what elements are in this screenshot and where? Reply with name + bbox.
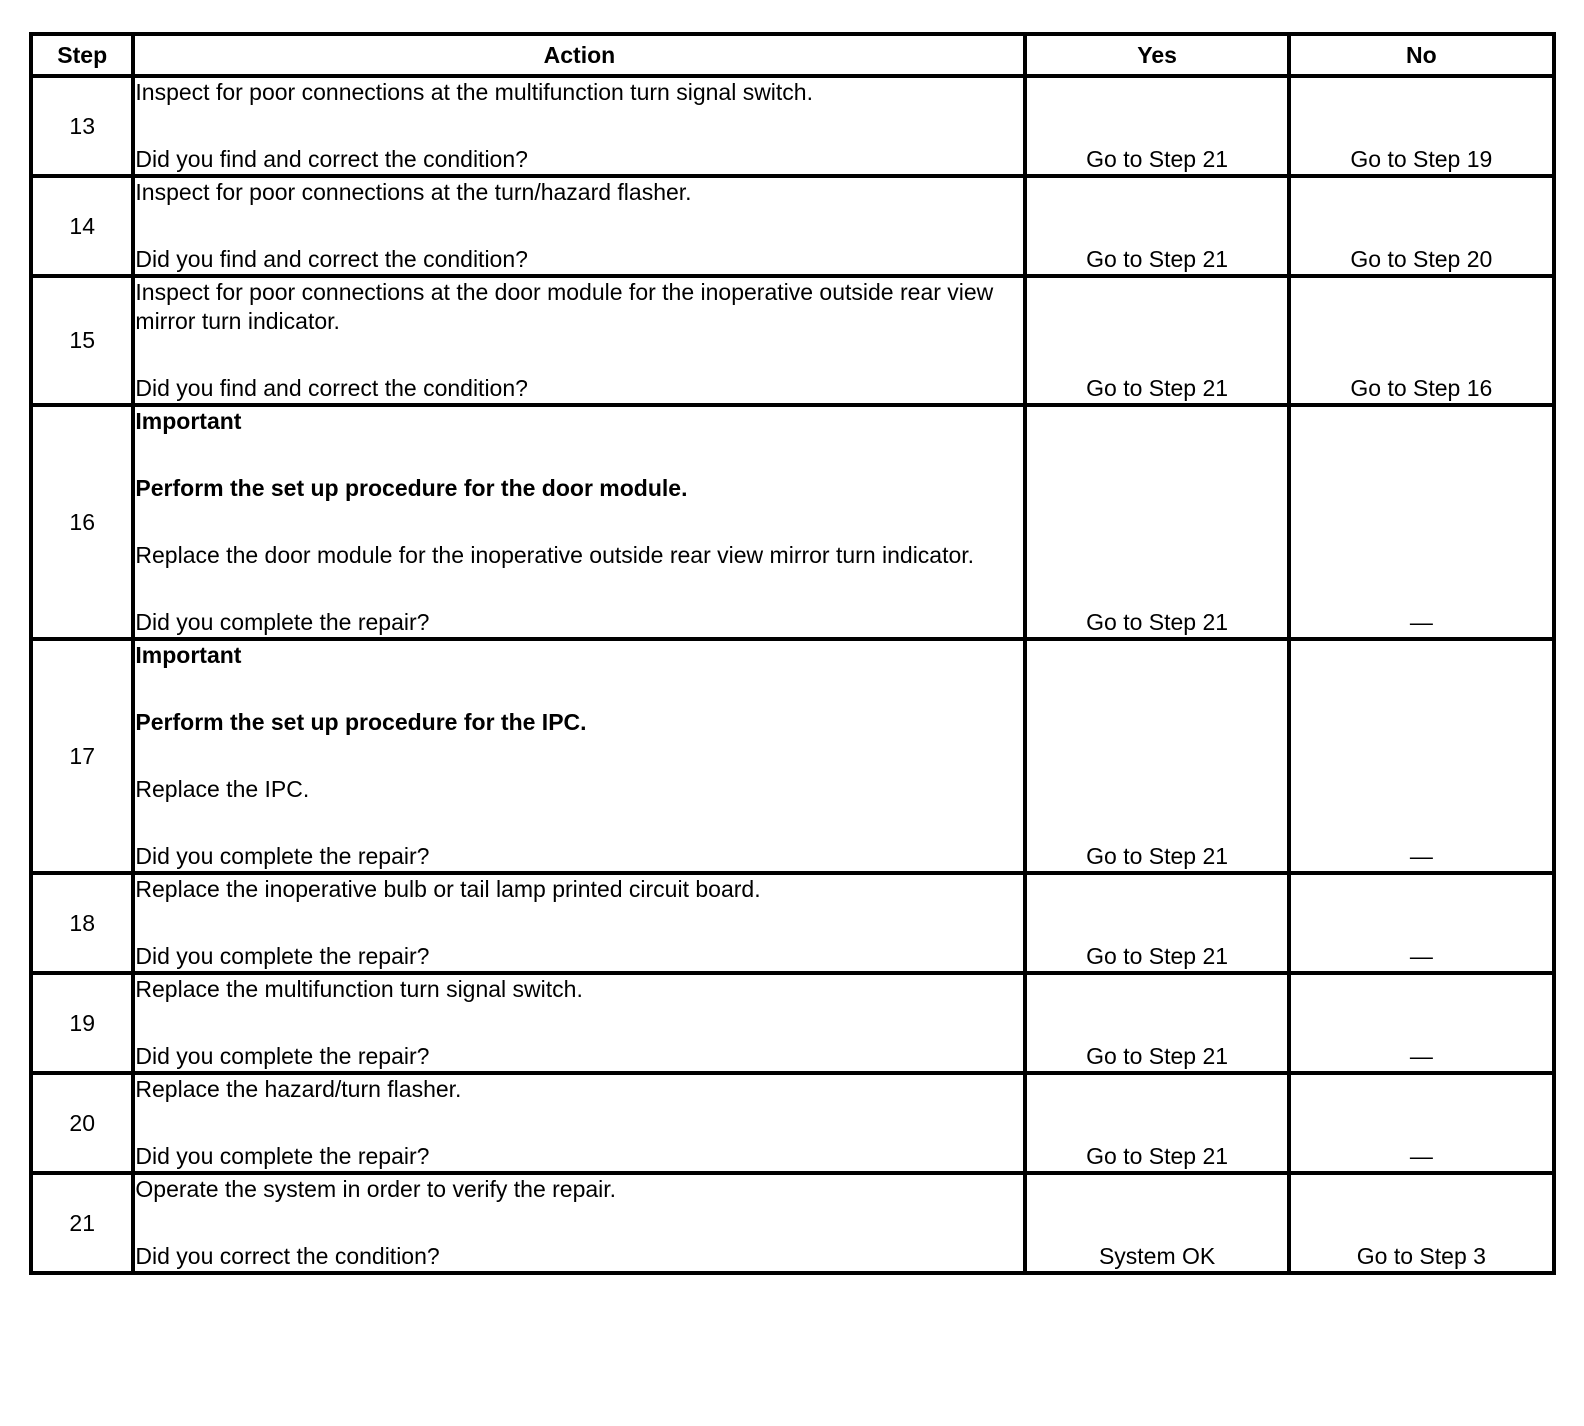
step-number: 13 [31, 76, 133, 176]
table-row [31, 1173, 1554, 1273]
diagnostic-table [29, 32, 1556, 1275]
step-number: 18 [31, 873, 133, 973]
paragraph-gap [135, 1104, 1023, 1142]
paragraph-gap [135, 737, 1023, 775]
no-result: Go to Step 19 [1289, 76, 1554, 176]
step-number: 16 [31, 405, 133, 639]
yes-result: System OK [1025, 1173, 1288, 1273]
no-result: Go to Step 20 [1289, 176, 1554, 276]
step-number: 17 [31, 639, 133, 873]
paragraph-gap [135, 904, 1023, 942]
action-text: Did you complete the repair? [135, 1143, 430, 1169]
paragraph-gap [135, 207, 1023, 245]
yes-result: Go to Step 21 [1025, 1073, 1288, 1173]
paragraph-gap [135, 336, 1023, 374]
action-important-text: Perform the set up procedure for the IPC. [135, 709, 587, 735]
action-text: Inspect for poor connections at the turn/hazard flasher. [135, 179, 692, 205]
action-important-text: Important [135, 642, 242, 668]
paragraph-gap [135, 570, 1023, 608]
no-result: Go to Step 3 [1289, 1173, 1554, 1273]
step-number: 21 [31, 1173, 133, 1273]
header-action: Action [133, 34, 1025, 76]
step-number: 19 [31, 973, 133, 1073]
header-no: No [1289, 34, 1554, 76]
no-result: — [1289, 405, 1554, 639]
action-important-text: Perform the set up procedure for the door module. [135, 475, 688, 501]
action-cell [133, 873, 1025, 973]
action-text: Did you correct the condition? [135, 1243, 440, 1269]
paragraph-gap [135, 436, 1023, 474]
action-cell [133, 973, 1025, 1073]
paragraph-gap [135, 503, 1023, 541]
paragraph-gap [135, 107, 1023, 145]
paragraph-gap [135, 1204, 1023, 1242]
paragraph-gap [135, 804, 1023, 842]
step-number: 15 [31, 276, 133, 405]
action-text: Replace the IPC. [135, 776, 310, 802]
action-text: Did you complete the repair? [135, 609, 430, 635]
table-row [31, 176, 1554, 276]
yes-result: Go to Step 21 [1025, 873, 1288, 973]
action-important-text: Important [135, 408, 242, 434]
action-cell [133, 639, 1025, 873]
table-body [31, 76, 1554, 1273]
action-cell [133, 1173, 1025, 1273]
yes-result: Go to Step 21 [1025, 973, 1288, 1073]
table-row [31, 405, 1554, 639]
action-text: Replace the inoperative bulb or tail lamp printed circuit board. [135, 876, 761, 902]
action-text: Inspect for poor connections at the multifunction turn signal switch. [135, 79, 813, 105]
action-text: Replace the multifunction turn signal switch. [135, 976, 583, 1002]
action-cell [133, 176, 1025, 276]
step-number: 20 [31, 1073, 133, 1173]
no-result: — [1289, 639, 1554, 873]
yes-result: Go to Step 21 [1025, 405, 1288, 639]
yes-result: Go to Step 21 [1025, 176, 1288, 276]
table-row [31, 276, 1554, 405]
action-text: Did you find and correct the condition? [135, 246, 528, 272]
action-text: Did you complete the repair? [135, 843, 430, 869]
table-row [31, 1073, 1554, 1173]
paragraph-gap [135, 670, 1023, 708]
no-result: Go to Step 16 [1289, 276, 1554, 405]
action-text: Replace the door module for the inoperative outside rear view mirror turn indicator. [135, 542, 975, 568]
action-text: Operate the system in order to verify the repair. [135, 1176, 617, 1202]
table-row [31, 873, 1554, 973]
header-row [31, 34, 1554, 76]
action-text: Replace the hazard/turn flasher. [135, 1076, 462, 1102]
action-text: Did you find and correct the condition? [135, 146, 528, 172]
header-yes: Yes [1025, 34, 1288, 76]
action-cell [133, 276, 1025, 405]
no-result: — [1289, 973, 1554, 1073]
action-cell [133, 1073, 1025, 1173]
action-text: Did you find and correct the condition? [135, 375, 528, 401]
header-step: Step [31, 34, 133, 76]
table-row [31, 973, 1554, 1073]
action-cell [133, 76, 1025, 176]
no-result: — [1289, 873, 1554, 973]
yes-result: Go to Step 21 [1025, 276, 1288, 405]
action-text: Did you complete the repair? [135, 943, 430, 969]
table-row [31, 76, 1554, 176]
paragraph-gap [135, 1004, 1023, 1042]
yes-result: Go to Step 21 [1025, 76, 1288, 176]
yes-result: Go to Step 21 [1025, 639, 1288, 873]
step-number: 14 [31, 176, 133, 276]
no-result: — [1289, 1073, 1554, 1173]
table-row [31, 639, 1554, 873]
action-cell [133, 405, 1025, 639]
action-text: Did you complete the repair? [135, 1043, 430, 1069]
action-text: Inspect for poor connections at the door module for the inoperative outside rear view mirror turn indicator. [135, 279, 994, 334]
